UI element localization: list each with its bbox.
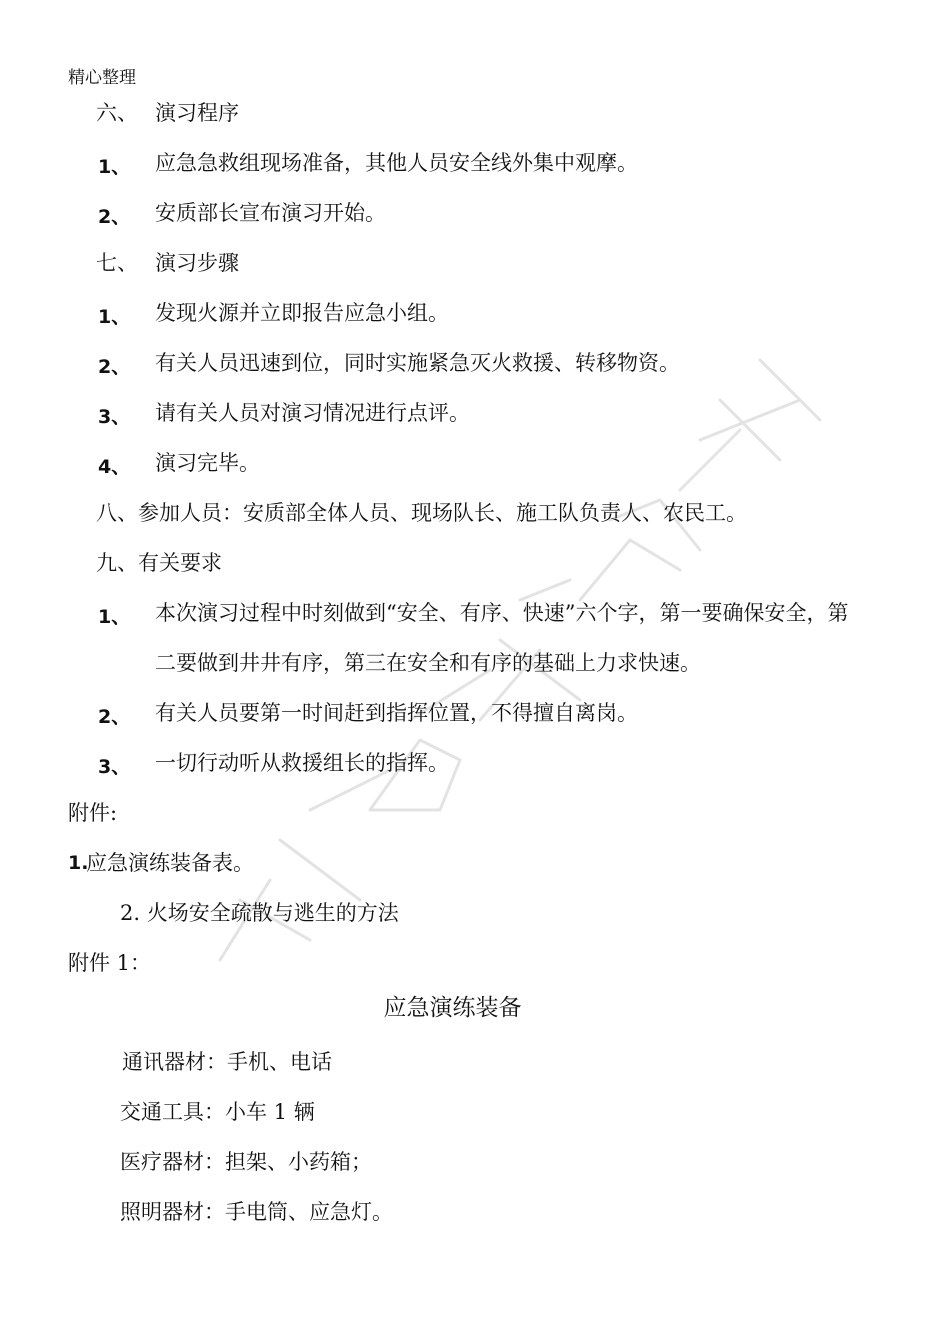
s9-item-1-num: 1、 bbox=[98, 606, 131, 628]
equipment-row-1: 通讯器材：手机、电话 bbox=[122, 1050, 332, 1074]
s7-item-2-text: 有关人员迅速到位，同时实施紧急灭火救援、转移物资。 bbox=[155, 351, 680, 375]
equipment-title: 应急演练装备 bbox=[383, 995, 522, 1021]
s7-item-1-num: 1、 bbox=[98, 306, 131, 328]
s7-item-4-text: 演习完毕。 bbox=[155, 451, 260, 475]
equipment-row-2: 交通工具：小车 1 辆 bbox=[120, 1100, 315, 1124]
s7-item-2-num: 2、 bbox=[98, 356, 131, 378]
attachment-1-text: 应急演练装备表。 bbox=[86, 851, 254, 875]
section-9: 九、有关要求 bbox=[96, 551, 222, 575]
s6-item-1-text: 应急急救组现场准备，其他人员安全线外集中观摩。 bbox=[155, 151, 638, 175]
s9-item-2-num: 2、 bbox=[98, 706, 131, 728]
s9-item-2-text: 有关人员要第一时间赶到指挥位置，不得擅自离岗。 bbox=[155, 701, 638, 725]
section-6-label: 六、 bbox=[96, 101, 138, 125]
s6-item-1-num: 1、 bbox=[98, 156, 131, 178]
s7-item-4-num: 4、 bbox=[98, 456, 131, 478]
section-6-title: 演习程序 bbox=[155, 101, 239, 125]
page-header: 精心整理 bbox=[68, 68, 136, 88]
section-7-title: 演习步骤 bbox=[155, 251, 239, 275]
attachments-label: 附件: bbox=[68, 801, 118, 825]
s9-item-3-num: 3、 bbox=[98, 756, 131, 778]
s6-item-2-num: 2、 bbox=[98, 206, 131, 228]
section-7-label: 七、 bbox=[96, 251, 138, 275]
equipment-row-4: 照明器材：手电筒、应急灯。 bbox=[120, 1200, 393, 1224]
equipment-row-3: 医疗器材：担架、小药箱； bbox=[120, 1150, 372, 1174]
s7-item-1-text: 发现火源并立即报告应急小组。 bbox=[155, 301, 449, 325]
section-8: 八、参加人员：安质部全体人员、现场队长、施工队负责人、农民工。 bbox=[96, 501, 747, 525]
s9-item-1-cont: 二要做到井井有序，第三在安全和有序的基础上力求快速。 bbox=[155, 651, 701, 675]
s9-item-3-text: 一切行动听从救援组长的指挥。 bbox=[155, 751, 449, 775]
s6-item-2-text: 安质部长宣布演习开始。 bbox=[155, 201, 386, 225]
attachment-2-text: 2. 火场安全疏散与逃生的方法 bbox=[120, 901, 399, 925]
s7-item-3-text: 请有关人员对演习情况进行点评。 bbox=[155, 401, 470, 425]
s9-item-1-text: 本次演习过程中时刻做到“安全、有序、快速”六个字，第一要确保安全，第 bbox=[155, 601, 849, 625]
s7-item-3-num: 3、 bbox=[98, 406, 131, 428]
attachment-1-num: 1. bbox=[68, 852, 89, 874]
annex-1-label: 附件 1： bbox=[68, 951, 152, 975]
